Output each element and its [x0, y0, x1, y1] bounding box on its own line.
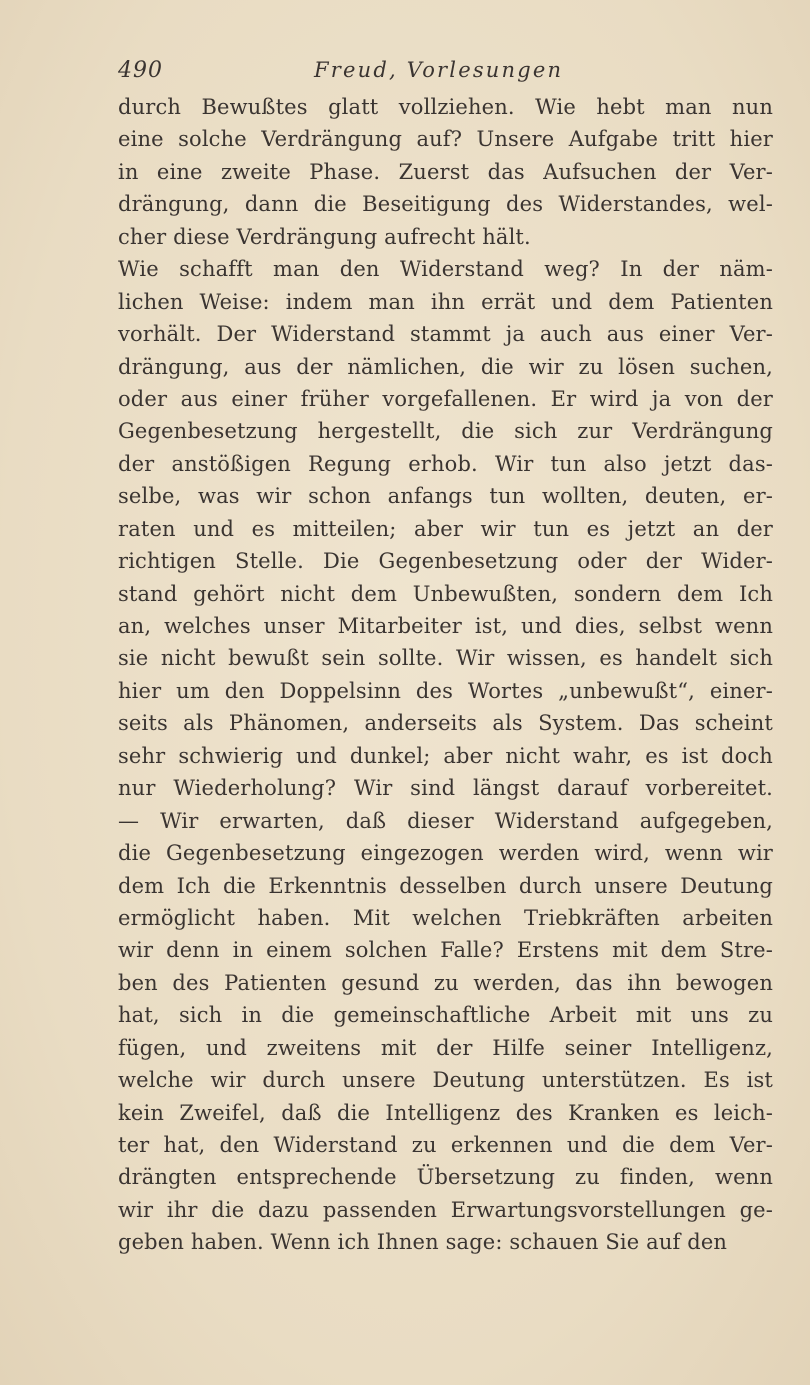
text-line: wir ihr die dazu passenden Erwartungsvorstellungen ge- [118, 1197, 773, 1222]
text-line: vorhält. Der Widerstand stammt ja auch aus einer Ver- [118, 322, 773, 347]
text-line: an, welches unser Mitarbeiter ist, und dies, selbst wenn [118, 614, 773, 638]
text-line: ermöglicht haben. Mit welchen Triebkräften arbeiten [118, 905, 773, 930]
text-line: ben des Patienten gesund zu werden, das ihn bewogen [118, 970, 773, 995]
text-line: fügen, und zweitens mit der Hilfe seiner Intelligenz, [118, 1035, 773, 1060]
text-line: hat, sich in die gemeinschaftliche Arbeit mit uns zu [118, 1003, 773, 1028]
text-line: geben haben. Wenn ich Ihnen sage: schauen Sie auf den [118, 1230, 728, 1255]
text-line: die Gegenbesetzung eingezogen werden wird, wenn wir [118, 841, 773, 866]
body-text [118, 91, 773, 1259]
text-line: nur Wiederholung? Wir sind längst darauf vorbereitet. [118, 776, 773, 801]
text-line: drängung, dann die Beseitigung des Widerstandes, wel- [118, 192, 773, 217]
text-line: eine solche Verdrängung auf? Unsere Aufgabe tritt hier [118, 127, 773, 152]
text-line: raten und es mitteilen; aber wir tun es jetzt an der [118, 516, 773, 541]
text-line: cher diese Verdrängung aufrecht hält. [118, 224, 531, 249]
page-header [118, 58, 758, 88]
text-line: selbe, was wir schon anfangs tun wollten, deuten, er- [118, 484, 773, 509]
text-line: oder aus einer früher vorgefallenen. Er wird ja von der [118, 386, 773, 411]
text-line: welche wir durch unsere Deutung unterstützen. Es ist [118, 1068, 773, 1093]
text-line: lichen Weise: indem man ihn errät und dem Patienten [118, 289, 773, 314]
text-line: drängung, aus der nämlichen, die wir zu lösen suchen, [118, 354, 773, 379]
text-line: sehr schwierig und dunkel; aber nicht wahr, es ist doch [118, 743, 773, 768]
text-line: stand gehört nicht dem Unbewußten, sondern dem Ich [118, 581, 773, 606]
text-line: sie nicht bewußt sein sollte. Wir wissen, es handelt sich [118, 646, 773, 671]
text-line: der anstößigen Regung erhob. Wir tun also jetzt das- [118, 451, 773, 476]
text-line: dem Ich die Erkenntnis desselben durch unsere Deutung [118, 873, 773, 898]
text-line: in eine zweite Phase. Zuerst das Aufsuchen der Ver- [118, 159, 773, 184]
text-line: drängten entsprechende Übersetzung zu finden, wenn [118, 1165, 773, 1190]
running-head: Freud, Vorlesungen [314, 58, 564, 82]
text-line: wir denn in einem solchen Falle? Erstens mit dem Stre- [118, 938, 773, 963]
page-number: 490 [118, 58, 163, 83]
text-line: ter hat, den Widerstand zu erkennen und die dem Ver- [118, 1133, 773, 1157]
text-line: — Wir erwarten, daß dieser Widerstand aufgegeben, [118, 808, 773, 833]
text-line: hier um den Doppelsinn des Wortes „unbewußt“, einer- [118, 678, 773, 703]
text-line: Wie schafft man den Widerstand weg? In der näm- [118, 257, 773, 282]
text-line: durch Bewußtes glatt vollziehen. Wie hebt man nun [118, 95, 773, 119]
text-line: richtigen Stelle. Die Gegenbesetzung oder der Wider- [118, 549, 773, 574]
text-line: Gegenbesetzung hergestellt, die sich zur Verdrängung [118, 419, 773, 444]
text-line: seits als Phänomen, anderseits als System. Das scheint [118, 711, 773, 736]
text-line: kein Zweifel, daß die Intelligenz des Kranken es leich- [118, 1100, 773, 1125]
